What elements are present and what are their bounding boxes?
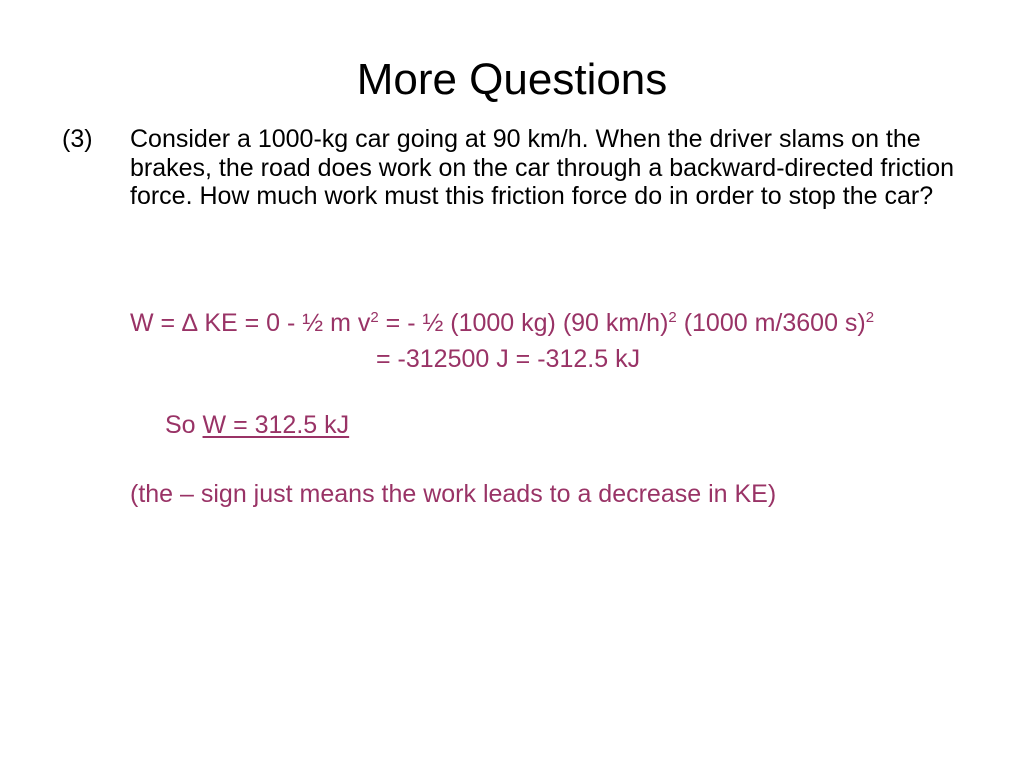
solution-result: = -312500 J = -312.5 kJ [376, 345, 641, 373]
question-text: Consider a 1000-kg car going at 90 km/h. When the driver slams on the brakes, the road does work on the car through a backward-directed friction force. How much work must this friction force do in order to stop the car? [130, 125, 955, 210]
solution-equation-part-2: = - ½ (1000 kg) (90 km/h) [378, 309, 669, 337]
slide-title: More Questions [356, 55, 668, 104]
solution-note: (the – sign just means the work leads to a decrease in KE) [130, 480, 777, 508]
solution-answer [165, 409, 349, 441]
solution-equation-part-3: (1000 m/3600 s) [676, 309, 866, 337]
solution-equation [130, 307, 874, 339]
exponent: 2 [370, 309, 379, 326]
answer-value: W = 312.5 kJ [202, 411, 350, 439]
solution-equation-part-1: W = ∆ KE = 0 - ½ m v [130, 309, 371, 337]
question-number: (3) [62, 125, 93, 153]
answer-prefix: So [165, 411, 203, 439]
exponent: 2 [865, 309, 875, 326]
exponent: 2 [668, 309, 677, 326]
